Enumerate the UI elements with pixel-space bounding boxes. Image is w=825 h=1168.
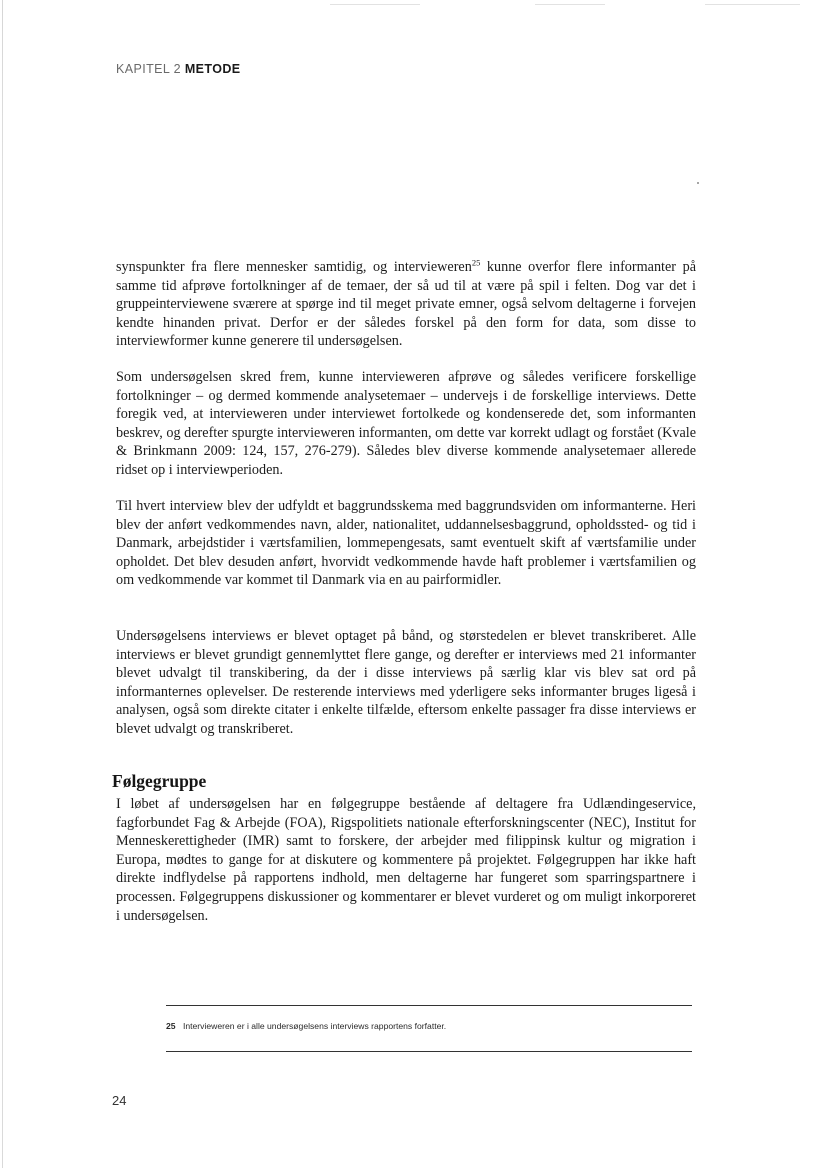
- footnote-rule-bottom: [166, 1051, 692, 1052]
- footnote: [166, 1021, 446, 1031]
- page-number: 24: [112, 1093, 127, 1108]
- footnote-number: 25: [166, 1021, 176, 1031]
- running-head: [116, 62, 241, 76]
- running-head-chapter: KAPITEL 2: [116, 62, 181, 76]
- footnote-text: Intervieweren er i alle undersøgelsens interviews rapportens forfatter.: [182, 1021, 447, 1031]
- running-head-title: METODE: [184, 62, 241, 76]
- scan-top-mark: [535, 4, 605, 5]
- scan-top-mark: [705, 4, 800, 5]
- paragraph-text: synspunkter fra flere mennesker samtidig, og intervieweren: [116, 259, 472, 275]
- body-paragraph: [116, 258, 696, 351]
- paragraph-text: kunne overfor flere informanter på samme tid afprøve fortolkninger af de temaer, der så ud til at være på spil i felten. Dog var det i gruppeinterviewene sværere at spørge ind til meget private emner, også selvom deltagerne i forvejen kendte hinanden privat. Derfor er der således forskel på den form for data, som disse to interviewformer kunne generere til undersøgelsen.: [116, 259, 696, 350]
- footnote-reference: 25: [471, 257, 481, 268]
- scan-edge-shadow: [2, 0, 3, 1168]
- body-paragraph: Til hvert interview blev der udfyldt et baggrundsskema med baggrundsviden om informanterne. Heri blev der anført vedkommendes navn, alder, nationalitet, uddannelsesbaggrund, opholdssted- og tid i Danmark, arbejdstider i værtsfamilien, lommepengesats, samt eventuelt skift af værtsfamilie under opholdet. Det blev desuden anført, hvorvidt vedkommende havde haft problemer i værtsfamilien og om vedkommende var kommet til Danmark via en au pairformidler.: [116, 498, 696, 589]
- scan-top-mark: [330, 4, 420, 5]
- section-paragraph: I løbet af undersøgelsen har en følgegruppe bestående af deltagere fra Udlændingeservice, fagforbundet Fag & Arbejde (FOA), Rigspolitiets nationale efterforskningscenter (NEC), Institut for Menneskerettigheder (IMR) samt to forskere, der arbejder med filippinsk kultur og migration i Europa, mødtes to gange for at diskutere og kommentere på projektet. Følgegruppen har ikke haft direkte indflydelse på rapportens indhold, men deltagerne har fungeret som sparringspartnere i processen. Følgegruppens diskussioner og kommentarer er blevet vurderet og om muligt inkorporeret i undersøgelsen.: [116, 796, 696, 924]
- section-heading: Følgegruppe: [112, 771, 207, 791]
- body-paragraph: Som undersøgelsen skred frem, kunne intervieweren afprøve og således verificere forskellige fortolkninger – og dermed kommende analysetemaer – undervejs i de forskellige interviews. Dette foregik ved, at intervieweren under interviewet fortolkede og kondenserede det, som informanten beskrev, og derefter spurgte intervieweren informanten, om dette var korrekt udlagt og forstået (Kvale & Brinkmann 2009: 124, 157, 276-279). Således blev diverse kommende analysetemaer allerede ridset op i interviewperioden.: [116, 369, 696, 478]
- footnote-rule-top: [166, 1005, 692, 1006]
- body-paragraph: Undersøgelsens interviews er blevet optaget på bånd, og størstedelen er blevet transkriberet. Alle interviews er blevet grundigt gennemlyttet flere gange, og derefter er interviews med 21 informanter blevet udvalgt til transkibering, da der i disse interviews på særlig klar vis blev sat ord på informanternes oplevelser. De resterende interviews med yderligere seks informanter bruges ligeså i analysen, også som direkte citater i enkelte tilfælde, eftersom enkelte passager fra disse interviews er blevet udvalgt og transkriberet.: [116, 628, 696, 737]
- scan-speck: [697, 182, 699, 184]
